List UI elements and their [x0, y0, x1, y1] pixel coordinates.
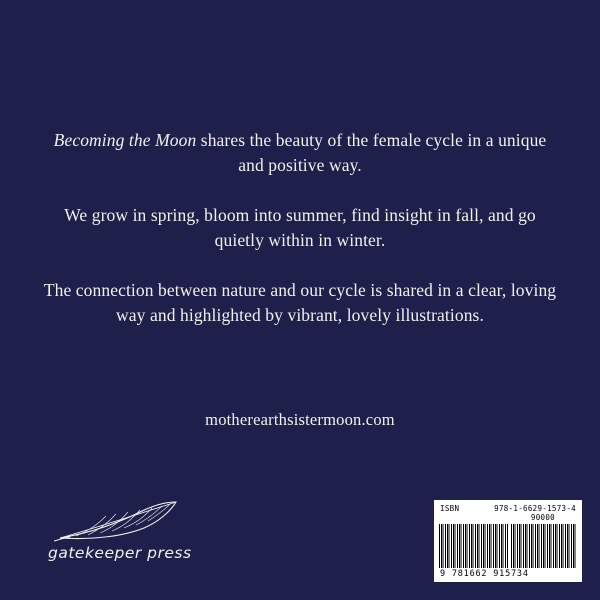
ean-digits: 9 781662 915734: [440, 569, 529, 579]
blurb-text: [40, 128, 560, 328]
blurb-paragraph-1: [40, 128, 560, 179]
publisher-logo: [48, 500, 228, 562]
barcode-block: [434, 500, 582, 582]
blurb-paragraph-3: The connection between nature and our cycle is shared in a clear, loving way and highlighted by vibrant, lovely illustrations.: [43, 279, 557, 325]
blurb-paragraph-1-rest: shares the beauty of the female cycle in a unique and positive way.: [196, 130, 547, 176]
book-title-italic: Becoming the Moon: [53, 130, 197, 150]
feather-icon: [54, 500, 184, 542]
publisher-name: gatekeeper press: [48, 544, 192, 562]
isbn-number: 978-1-6629-1573-4: [494, 504, 576, 513]
isbn-line: [439, 504, 577, 513]
website-url[interactable]: motherearthsistermoon.com: [205, 410, 395, 429]
blurb-paragraph-2: We grow in spring, bloom into summer, find insight in fall, and go quietly within in winter.: [64, 204, 536, 251]
barcode-bars: [439, 524, 577, 568]
isbn-label: ISBN: [440, 504, 460, 513]
price-code: 90000: [530, 513, 555, 522]
